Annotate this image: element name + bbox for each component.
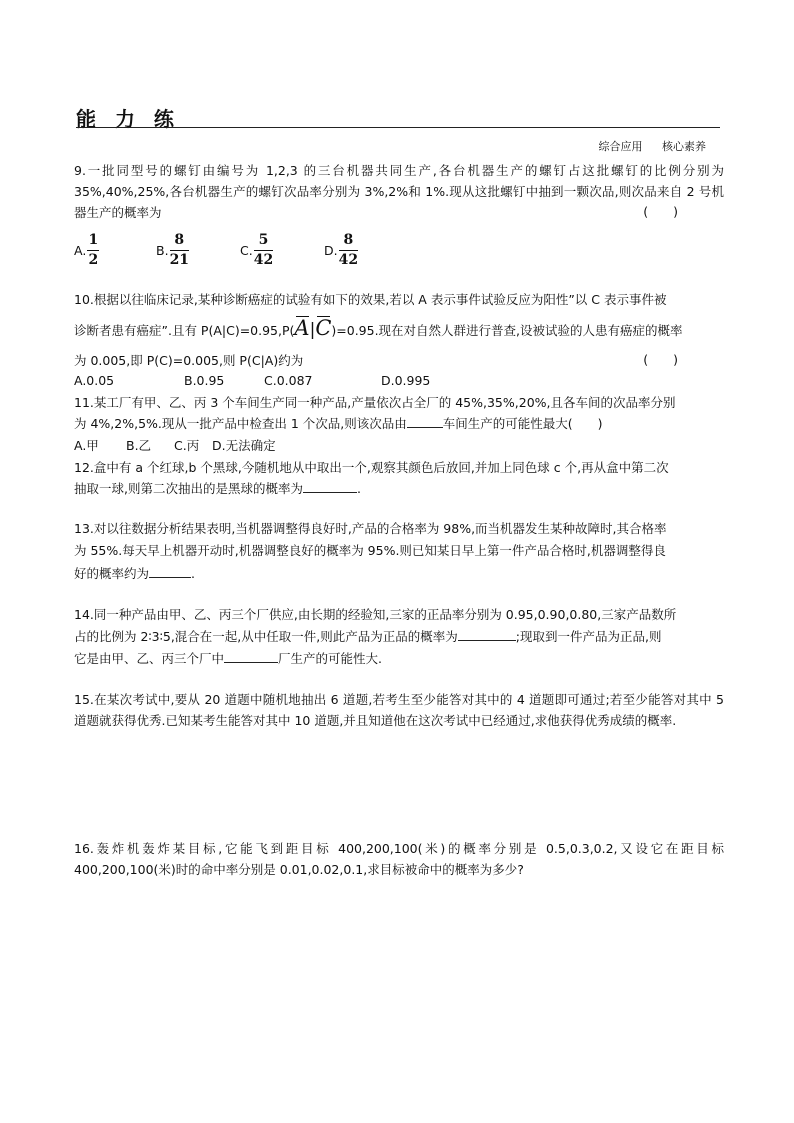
answer-blank-13[interactable]: [149, 577, 191, 578]
fraction: $\frac{8}{21}$: [169, 232, 190, 268]
fraction: $\frac{8}{42}$: [338, 232, 359, 268]
question-10-line-3: 为 0.005,即 P(C)=0.005,则 P(C|A)约为: [74, 353, 304, 368]
option-11-c[interactable]: C.丙: [174, 438, 200, 453]
option-10-b[interactable]: B.0.95: [184, 373, 225, 388]
answer-blank-12[interactable]: [303, 492, 357, 493]
question-16: 16.轰炸机轰炸某目标,它能飞到距目标 400,200,100(米)的概率分别是 0.5,0.3,0.2,又设它在距目标 400,200,100(米)时的命中率分别是 0.01,0.02,0.1,求目标被命中的概率为多少?: [74, 841, 724, 877]
answer-blank-14a[interactable]: [458, 640, 516, 641]
answer-paren-9: ( ): [643, 204, 678, 219]
question-13-line-2: 为 55%.每天早上机器开动时,机器调整良好的概率为 95%.则已知某日早上第一件产品合格时,机器调整得良: [74, 543, 666, 558]
option-10-a[interactable]: A.0.05: [74, 373, 115, 388]
option-10-c[interactable]: C.0.087: [264, 373, 313, 388]
option-9-b[interactable]: B. $\frac{8}{21}$: [156, 232, 190, 268]
title-underline: [76, 127, 720, 128]
question-11-line-2: 为 4%,2%,5%.现从一批产品中检查出 1 个次品,则该次品由 车间生产的可能性最大( ): [74, 416, 603, 431]
answer-blank-14b[interactable]: [224, 662, 278, 663]
option-9-a[interactable]: A. $\frac{1}{2}$: [74, 232, 99, 268]
option-9-d[interactable]: D. $\frac{8}{42}$: [324, 232, 359, 268]
question-14-line-1: 14.同一种产品由甲、乙、丙三个厂供应,由长期的经验知,三家的正品率分别为 0.95,0.90,0.80,三家产品数所: [74, 607, 677, 622]
section-title: 能 力 练: [76, 107, 180, 131]
fraction: $\frac{1}{2}$: [88, 232, 99, 268]
option-11-a[interactable]: A.甲: [74, 438, 99, 453]
c-bar-symbol: C: [315, 316, 332, 340]
question-15: 15.在某次考试中,要从 20 道题中随机地抽出 6 道题,若考生至少能答对其中的 4 道题即可通过;若至少能答对其中 5 道题就获得优秀.已知某考生能答对其中 10 道题,并且知道他在这次考试中已经通过,求他获得优秀成绩的概率.: [74, 692, 724, 728]
question-11-line-1: 11.某工厂有甲、乙、丙 3 个车间生产同一种产品,产量依次占全厂的 45%,35%,20%,且各车间的次品率分别: [74, 395, 676, 410]
question-14-line-3: 它是由甲、乙、丙三个厂中 厂生产的可能性大.: [74, 651, 382, 666]
question-12-line-2: 抽取一球,则第二次抽出的是黑球的概率为 .: [74, 481, 361, 496]
question-14-line-2: 占的比例为 2∶3∶5,混合在一起,从中任取一件,则此产品为正品的概率为 ;现取到一件产品为正品,则: [74, 629, 662, 644]
option-9-c[interactable]: C. $\frac{5}{42}$: [240, 232, 274, 268]
question-12-line-1: 12.盒中有 a 个红球,b 个黑球,今随机地从中取出一个,观察其颜色后放回,并加上同色球 c 个,再从盒中第二次: [74, 460, 669, 475]
question-10-line-2: 诊断者患有癌症”.且有 P(A|C)=0.95,P(A|C)=0.95.现在对自然人群进行普查,设被试验的人患有癌症的概率: [74, 316, 683, 340]
tag-comprehensive: 综合应用: [598, 140, 643, 153]
question-9: 9.一批同型号的螺钉由编号为 1,2,3 的三台机器共同生产,各台机器生产的螺钉占这批螺钉的比例分别为 35%,40%,25%,各台机器生产的螺钉次品率分别为 3%,2%和 1%.现从这批螺钉中抽到一颗次品,则次品来自 2 号机器生产的概率为: [74, 163, 724, 220]
answer-paren-10: ( ): [643, 352, 678, 367]
option-11-b[interactable]: B.乙: [126, 438, 152, 453]
question-13-line-1: 13.对以往数据分析结果表明,当机器调整得良好时,产品的合格率为 98%,而当机器发生某种故障时,其合格率: [74, 521, 667, 536]
answer-blank-11[interactable]: [407, 427, 443, 428]
question-10-line-1: 10.根据以往临床记录,某种诊断癌症的试验有如下的效果,若以 A 表示事件试验反应为阳性”以 C 表示事件被: [74, 292, 667, 307]
option-10-d[interactable]: D.0.995: [381, 373, 431, 388]
fraction: $\frac{5}{42}$: [253, 232, 274, 268]
section-tags: [583, 138, 707, 154]
question-13-line-3: 好的概率约为 .: [74, 566, 195, 581]
option-11-d[interactable]: D.无法确定: [212, 438, 276, 453]
a-bar-symbol: A: [294, 316, 310, 340]
tag-core-literacy: 核心素养: [662, 140, 706, 153]
